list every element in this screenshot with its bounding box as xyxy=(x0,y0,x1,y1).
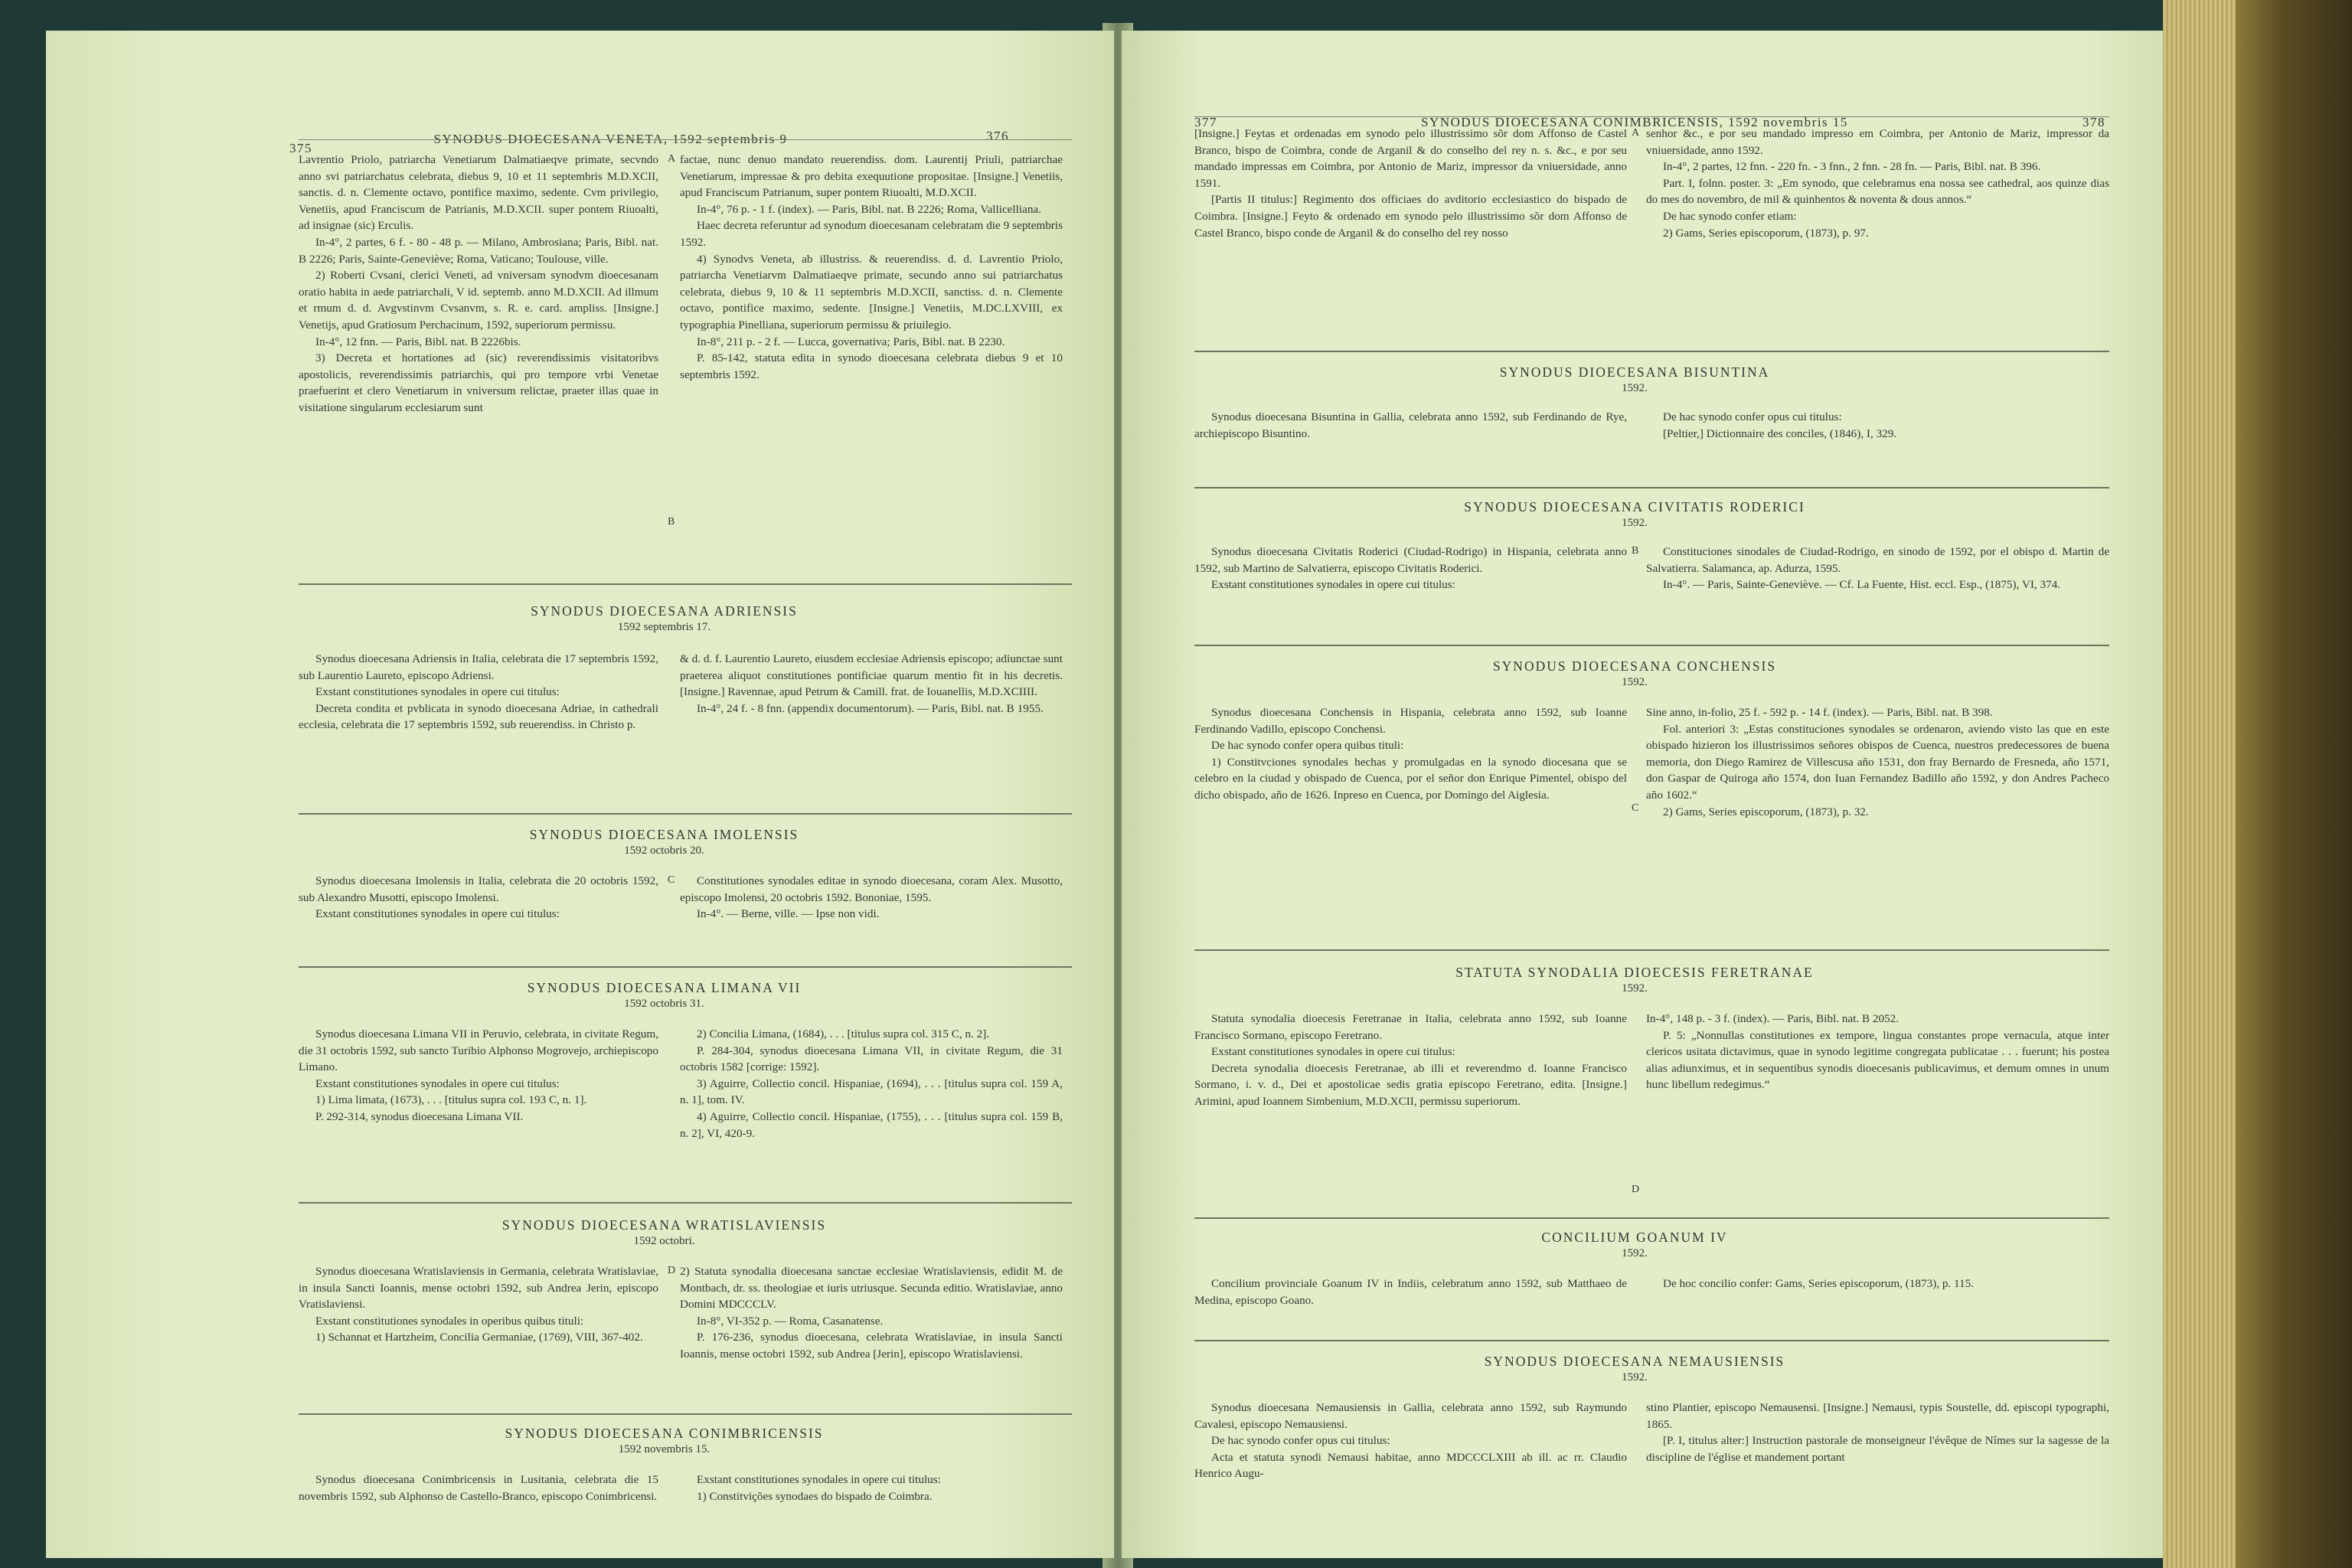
paragraph: Exstant constitutiones synodales in opere cui titulus: xyxy=(315,1076,560,1090)
section-heading xyxy=(276,1217,1053,1248)
section-heading xyxy=(1152,364,2117,395)
section-heading xyxy=(276,1426,1053,1456)
paragraph: Synodus dioecesana Adriensis in Italia, celebrata die 17 septembris 1592, sub Laurentio Laureto, episcopo Adriensi. xyxy=(299,652,658,682)
column-left xyxy=(299,1026,658,1125)
paragraph: Exstant constitutiones synodales in opere cui titulus: xyxy=(1211,1045,1455,1059)
paragraph: Sine anno, in-folio, 25 f. - 592 p. - 14 f. (index). — Paris, Bibl. nat. B 398. xyxy=(1646,706,1993,719)
section-heading xyxy=(276,603,1053,634)
section-date: 1592. xyxy=(1622,676,1648,688)
paragraph: 2) Concilia Limana, (1684), . . . [titulus supra col. 315 C, n. 2]. xyxy=(697,1027,990,1040)
column-left xyxy=(1194,1400,1627,1482)
paragraph: 1) Constitvições synodaes do bispado de Coimbra. xyxy=(697,1489,933,1503)
paragraph: stino Plantier, episcopo Nemausensi. [Insigne.] Nemausi, typis Soustelle, dd. episcopi typographi, 1865. xyxy=(1646,1401,2109,1431)
paragraph: factae, nunc denuo mandato reuerendiss. dom. Laurentij Priuli, patriarchae Venetiarum, impressae & pro debita exequutione propositae. [Insigne.] Venetiis, apud Franciscum Patrianum, super pontem Riuoalti, M.D.XCII. xyxy=(680,153,1063,200)
section-title: SYNODUS DIOECESANA CONIMBRICENSIS xyxy=(505,1426,824,1441)
column-right xyxy=(1646,1011,2109,1093)
section-heading xyxy=(1152,658,2117,689)
section-title: CONCILIUM GOANUM IV xyxy=(1541,1230,1728,1245)
running-header xyxy=(46,84,1114,155)
column-right xyxy=(680,873,1063,923)
paragraph: In-8°, 211 p. - 2 f. — Lucca, governativa; Paris, Bibl. nat. B 2230. xyxy=(697,335,1005,348)
column-left xyxy=(1194,704,1627,804)
paragraph: De hac synodo confer opera quibus tituli: xyxy=(1211,739,1404,753)
paragraph: Exstant constitutiones synodales in opere cui titulus: xyxy=(315,907,560,921)
section-date: 1592. xyxy=(1622,382,1648,394)
column-left xyxy=(1194,126,1627,241)
paragraph: [Partis II titulus:] Regimento dos officiaes do avditorio ecclesiastico do bispado de Coimbra. [Insigne.] Feyto & ordenado em synodo pelo illustrissimo sõr dom Affonso de Castel Branco, bispo conde de Arganil & do conselho del rey nosso xyxy=(1194,193,1627,240)
paragraph: P. 85-142, statuta edita in synodo dioecesana celebrata diebus 9 et 10 septembris 1592. xyxy=(680,351,1063,381)
paragraph: In-4°, 12 fnn. — Paris, Bibl. nat. B 2226bis. xyxy=(315,335,521,348)
section-date: 1592 octobri. xyxy=(633,1235,695,1247)
paragraph: Decreta condita et pvblicata in synodo dioecesana Adriae, in cathedrali ecclesia, celebrata die 17 septembris 1592, sub reuerendiss. in Christo p. xyxy=(299,701,658,732)
column-right xyxy=(1646,409,2109,442)
column-right xyxy=(1646,126,2109,241)
paragraph: Statuta synodalia dioecesis Feretranae in Italia, celebrata anno 1592, sub Ioanne Francisco Sormano, episcopo Feretrano. xyxy=(1194,1012,1627,1042)
header-rule xyxy=(299,139,1072,140)
margin-letter: B xyxy=(1632,545,1639,557)
paragraph: Fol. anteriori 3: „Estas constituciones synodales se ordenaron, aviendo visto las que en este obispado hizieron los illustrissimos señores obispos de Cuenca, nuestros predecessores de buena memoria, don Diego Ramirez de Villescusa año 1531, don fray Bernardo de Fresneda, año 1571, don Gaspar de Quiroga año 1574, don Iuan Fernandez Badillo año 1592, y don Andres Pacheco año 1602.“ xyxy=(1646,722,2109,802)
paragraph: Lavrentio Priolo, patriarcha Venetiarum Dalmatiaeqve primate, secvndo anno svi patriarchatus celebrata, diebus 9, 10 et 11 septembris M.D.XCII, sanctis. d. n. Clemente octavo, pontifice maximo, sedente. Cvm privilegio, Venetiis, apud Franciscum de Patrianis, M.D.XCII. super pontem Riuoalti, ad insignae (sic) Erculis. xyxy=(299,153,658,233)
section-title: SYNODUS DIOECESANA CONCHENSIS xyxy=(1492,658,1777,674)
section-title: SYNODUS DIOECESANA WRATISLAVIENSIS xyxy=(501,1217,827,1233)
page-number: 378 xyxy=(2082,115,2105,129)
section-title: SYNODUS DIOECESANA NEMAUSIENSIS xyxy=(1484,1354,1785,1369)
paragraph: Synodus dioecesana Limana VII in Peruvio, celebrata, in civitate Regum, die 31 octobris 1592, sub sancto Turibio Alphonso Mogrovejo, archiepiscopo Limano. xyxy=(299,1027,658,1074)
paragraph: Decreta synodalia dioecesis Feretranae, ab illi et reverendmo d. Ioanne Francisco Sormano, i. v. d., Dei et apostolicae sedis gratia episcopo Feretrano, edita. [Insigne.] Arimini, apud Ioannem Simbenium, M.D.XCII, permissu superiorum. xyxy=(1194,1061,1627,1108)
paragraph: Synodus dioecesana Nemausiensis in Gallia, celebrata anno 1592, sub Raymundo Cavalesi, episcopo Nemausiensi. xyxy=(1194,1401,1627,1431)
paragraph: Exstant constitutiones synodales in operibus quibus tituli: xyxy=(315,1314,584,1328)
paragraph: In-4°, 76 p. - 1 f. (index). — Paris, Bibl. nat. B 2226; Roma, Vallicelliana. xyxy=(697,202,1041,216)
page-number: 375 xyxy=(289,141,312,155)
section-date: 1592 octobris 20. xyxy=(624,844,704,857)
paragraph: In-4°, 148 p. - 3 f. (index). — Paris, Bibl. nat. B 2052. xyxy=(1646,1012,1900,1025)
paragraph: 1) Lima limata, (1673), . . . [titulus supra col. 193 C, n. 1]. xyxy=(315,1093,587,1107)
section-date: 1592. xyxy=(1622,982,1648,995)
header-rule xyxy=(1194,116,2109,117)
paragraph: Synodus dioecesana Imolensis in Italia, celebrata die 20 octobris 1592, sub Alexandro Musotti, episcopo Imolensi. xyxy=(299,874,658,904)
column-left xyxy=(299,1472,658,1504)
paragraph: Haec decreta referuntur ad synodum dioecesanam celebratam die 9 septembris 1592. xyxy=(680,219,1063,249)
column-right xyxy=(680,1026,1063,1142)
section-title: SYNODUS DIOECESANA ADRIENSIS xyxy=(531,603,798,619)
paragraph: In-4°. — Berne, ville. — Ipse non vidi. xyxy=(697,907,880,921)
paragraph: 2) Gams, Series episcoporum, (1873), p. 32. xyxy=(1663,805,1869,818)
section-rule xyxy=(1194,1217,2109,1219)
section-heading xyxy=(1152,1354,2117,1384)
left-page xyxy=(46,31,1114,1558)
paragraph: Synodus dioecesana Bisuntina in Gallia, celebrata anno 1592, sub Ferdinando de Rye, archiepiscopo Bisuntino. xyxy=(1194,410,1627,440)
page-number: 377 xyxy=(1194,115,1217,129)
margin-letter: A xyxy=(668,153,676,165)
column-right xyxy=(1646,1276,2109,1292)
book-cover-edge xyxy=(2236,0,2352,1568)
section-rule xyxy=(299,583,1072,585)
paragraph: Synodus dioecesana Civitatis Roderici (Ciudad-Rodrigo) in Hispania, celebrata anno 1592, sub Martino de Salvatierra, episcopo Civitatis Roderici. xyxy=(1194,545,1627,575)
paragraph: 2) Gams, Series episcoporum, (1873), p. 97. xyxy=(1663,226,1869,240)
column-left xyxy=(299,1263,658,1346)
paragraph: Constitutiones synodales editae in synodo dioecesana, coram Alex. Musotto, episcopo Imolensi, 20 octobris 1592. Bononiae, 1595. xyxy=(680,874,1063,904)
section-date: 1592. xyxy=(1622,1371,1648,1383)
section-title: SYNODUS DIOECESANA LIMANA VII xyxy=(527,980,802,995)
paragraph: In-4°, 2 partes, 12 fnn. - 220 fn. - 3 fnn., 2 fnn. - 28 fn. — Paris, Bibl. nat. B 396. xyxy=(1663,160,2041,174)
column-left xyxy=(299,152,658,416)
paragraph: [Peltier,] Dictionnaire des conciles, (1846), I, 329. xyxy=(1663,426,1897,440)
paragraph: P. 176-236, synodus dioecesana, celebrata Wratislaviae, in insula Sancti Ioannis, mense octobri 1592, sub Andrea [Jerin], episcopo Wratislaviensi. xyxy=(680,1331,1063,1361)
section-rule xyxy=(1194,487,2109,488)
column-right xyxy=(680,152,1063,383)
column-right xyxy=(1646,1400,2109,1465)
paragraph: P. 284-304, synodus dioecesana Limana VII, in civitate Regum, die 31 octobris 1582 [corrige: 1592]. xyxy=(680,1044,1063,1074)
paragraph: & d. d. f. Laurentio Laureto, eiusdem ecclesiae Adriensis episcopo; adiunctae sunt praeterea aliquot constitutiones pontificiae quarum mentio fit in his decretis. [Insigne.] Ravennae, apud Petrum & Camill. frat. de Iouanellis, M.D.XCIIII. xyxy=(680,652,1063,699)
section-rule xyxy=(299,966,1072,968)
section-date: 1592 octobris 31. xyxy=(624,998,704,1010)
running-header xyxy=(1122,84,2163,129)
paragraph: In-4°, 24 f. - 8 fnn. (appendix documentorum). — Paris, Bibl. nat. B 1955. xyxy=(697,701,1044,715)
paragraph: [P. I, titulus alter:] Instruction pastorale de monseigneur l'évêque de Nîmes sur la sagesse de la discipline de l'église et mandement portant xyxy=(1646,1434,2109,1464)
section-rule xyxy=(1194,351,2109,352)
paragraph: 2) Roberti Cvsani, clerici Veneti, ad vniversam synodvm dioecesanam oratio habita in aede patriarchali, V id. septemb. anno M.D.XCII. Ad illmum et rmum d. d. Avgvstinvm Cvsanvm, s. R. e. card. ampliss. [Insigne.] Venetijs, apud Gratiosum Perchacinum, 1592, superiorum permissu. xyxy=(299,269,658,332)
section-rule xyxy=(299,1413,1072,1415)
paragraph: 2) Statuta synodalia dioecesana sanctae ecclesiae Wratislaviensis, edidit M. de Montbach, dr. ss. theologiae et iuris utriusque. Secunda editio. Wratislaviae, anno Domini MDCCCLV. xyxy=(680,1265,1063,1312)
page-number: 376 xyxy=(986,129,1009,143)
section-title: SYNODUS DIOECESANA CIVITATIS RODERICI xyxy=(1464,499,1805,514)
column-right xyxy=(1646,704,2109,820)
column-left xyxy=(299,651,658,733)
section-rule xyxy=(1194,949,2109,951)
running-title: SYNODUS DIOECESANA CONIMBRICENSIS, 1592 novembris 15 xyxy=(1421,115,1848,129)
section-heading xyxy=(1152,1230,2117,1260)
section-heading xyxy=(276,980,1053,1011)
paragraph: De hac synodo confer opus cui titulus: xyxy=(1663,410,1842,423)
section-rule xyxy=(299,1202,1072,1204)
column-left xyxy=(1194,544,1627,593)
column-right xyxy=(680,651,1063,717)
section-title: SYNODUS DIOECESANA IMOLENSIS xyxy=(529,827,799,842)
paragraph: Exstant constitutiones synodales in opere cui titulus: xyxy=(315,685,560,699)
section-date: 1592 septembris 17. xyxy=(617,621,711,633)
margin-letter: C xyxy=(668,874,675,886)
paragraph: 1) Constitvciones synodales hechas y promulgadas en la synodo diocesana que se celebro en la ciudad y obispado de Cuenca, por el señor don Enrique Pimentel, obispo del dicho obispado, año de 1626. Inpreso en Cuenca, por Domingo del Aiglesia. xyxy=(1194,755,1627,802)
section-title: STATUTA SYNODALIA DIOECESIS FERETRANAE xyxy=(1455,965,1814,980)
paragraph: Part. I, folnn. poster. 3: „Em synodo, que celebramus ena nossa see cathedral, aos quinze dias do mes do novembro, de mil & quinhentos & noventa & dous annos.“ xyxy=(1646,176,2109,207)
margin-letter: D xyxy=(668,1265,676,1276)
paragraph: P. 292-314, synodus dioecesana Limana VII. xyxy=(315,1109,524,1123)
margin-letter: D xyxy=(1632,1184,1640,1195)
section-date: 1592 novembris 15. xyxy=(618,1443,710,1455)
section-date: 1592. xyxy=(1622,517,1648,529)
margin-letter: C xyxy=(1632,802,1639,814)
paragraph: In-4°. — Paris, Sainte-Geneviève. — Cf. La Fuente, Hist. eccl. Esp., (1875), VI, 374. xyxy=(1663,578,2061,592)
column-left xyxy=(1194,409,1627,442)
column-left xyxy=(1194,1011,1627,1110)
paragraph: Exstant constitutiones synodales in opere cui titulus: xyxy=(1211,578,1455,592)
paragraph: P. 5: „Nonnullas constitutiones ex tempore, lingua constantes prope vernacula, atque inter clericos usitata dictavimus, quae in synodo legitime congregata publicatae . . . fuerunt; his postea alias adiunximus, et in sequentibus synodis dioecesanis publicavimus, et demum omnes in unum hunc libellum redegimus.“ xyxy=(1646,1028,2109,1092)
paragraph: 1) Schannat et Hartzheim, Concilia Germaniae, (1769), VIII, 367-402. xyxy=(315,1331,643,1344)
paragraph: De hoc concilio confer: Gams, Series episcoporum, (1873), p. 115. xyxy=(1663,1277,1975,1290)
paragraph: senhor &c., e por seu mandado impresso em Coimbra, per Antonio de Mariz, impressor da vniuersidade, anno 1592. xyxy=(1646,127,2109,157)
section-heading xyxy=(276,827,1053,858)
column-right xyxy=(680,1263,1063,1363)
running-title: SYNODUS DIOECESANA VENETA, 1592 septembris 9 xyxy=(433,132,788,146)
right-page xyxy=(1122,31,2163,1558)
paragraph: 3) Aguirre, Collectio concil. Hispaniae, (1694), . . . [titulus supra col. 159 A, n. 1], tom. IV. xyxy=(680,1076,1063,1107)
paragraph: 4) Aguirre, Collectio concil. Hispaniae, (1755), . . . [titulus supra col. 159 B, n. 2], VI, 420-9. xyxy=(680,1109,1063,1140)
section-rule xyxy=(1194,1340,2109,1341)
paragraph: 4) Synodvs Veneta, ab illustriss. & reuerendiss. d. d. Lavrentio Priolo, patriarcha Venetiarvm Dalmatiaeqve primate, secundo anno sui patriarchatus celebrata, diebus 9, 10 & 11 septembris M.D.XCII, sanctiss. d. n. Clemente octavo, pontifice maximo, sedente. [Insigne.] Venetiis, M.DC.LXVIII, ex typographia Pinelliana, superiorum permissu & priuilegio. xyxy=(680,252,1063,332)
paragraph: Constituciones sinodales de Ciudad-Rodrigo, en sinodo de 1592, por el obispo d. Martin de Salvatierra. Salamanca, ap. Adurza, 1595. xyxy=(1646,545,2109,575)
margin-letter: A xyxy=(1632,127,1640,139)
paragraph: [Insigne.] Feytas et ordenadas em synodo pelo illustrissimo sõr dom Affonso de Castel Branco, bispo de Coimbra, conde de Arganil & do conselho del rey n. s. &c., e por seu mandado impressas em Coimbra, por Antonio de Mariz, impressor da vniuersidade, anno 1591. xyxy=(1194,127,1627,190)
paragraph: In-8°, VI-352 p. — Roma, Casanatense. xyxy=(697,1314,884,1328)
paragraph: Acta et statuta synodi Nemausi habitae, anno MDCCCLXIII ab ill. ac rr. Claudio Henrico Augu- xyxy=(1194,1450,1627,1481)
paragraph: De hac synodo confer etiam: xyxy=(1663,209,1797,223)
paragraph: 3) Decreta et hortationes ad (sic) reverendissimis visitatoribvs apostolicis, reverendissimis patriarchis, qui pro tempore vrbi Venetae praefuerint et clero Venetiarum in vniversum relictae, praeter illas quae in visitatione singularum ecclesiarum sunt xyxy=(299,351,658,414)
section-rule xyxy=(299,813,1072,815)
section-heading xyxy=(1152,965,2117,995)
margin-letter: B xyxy=(668,516,675,528)
paragraph: Synodus dioecesana Wratislaviensis in Germania, celebrata Wratislaviae, in insula Sancti Ioannis, mense octobri 1592, sub Andrea Jerin, episcopo Vratislaviensi. xyxy=(299,1265,658,1312)
column-right xyxy=(1646,544,2109,593)
section-date: 1592. xyxy=(1622,1247,1648,1259)
column-left xyxy=(1194,1276,1627,1308)
paragraph: Concilium provinciale Goanum IV in Indiis, celebratum anno 1592, sub Matthaeo de Medina, episcopo Goano. xyxy=(1194,1277,1627,1307)
section-heading xyxy=(1152,499,2117,530)
section-title: SYNODUS DIOECESANA BISUNTINA xyxy=(1499,364,1770,380)
section-rule xyxy=(1194,645,2109,646)
paragraph: Synodus dioecesana Conchensis in Hispania, celebrata anno 1592, sub Ioanne Ferdinando Vadillo, episcopo Conchensi. xyxy=(1194,706,1627,736)
paragraph: Synodus dioecesana Conimbricensis in Lusitania, celebrata die 15 novembris 1592, sub Alphonso de Castello-Branco, episcopo Conimbricensi. xyxy=(299,1473,658,1503)
paragraph: Exstant constitutiones synodales in opere cui titulus: xyxy=(697,1473,941,1486)
column-left xyxy=(299,873,658,923)
paragraph: In-4°, 2 partes, 6 f. - 80 - 48 p. — Milano, Ambrosiana; Paris, Bibl. nat. B 2226; Paris, Sainte-Geneviève; Roma, Vaticano; Toulouse, ville. xyxy=(299,235,658,266)
column-right xyxy=(680,1472,1063,1504)
paragraph: De hac synodo confer opus cui titulus: xyxy=(1211,1434,1390,1448)
